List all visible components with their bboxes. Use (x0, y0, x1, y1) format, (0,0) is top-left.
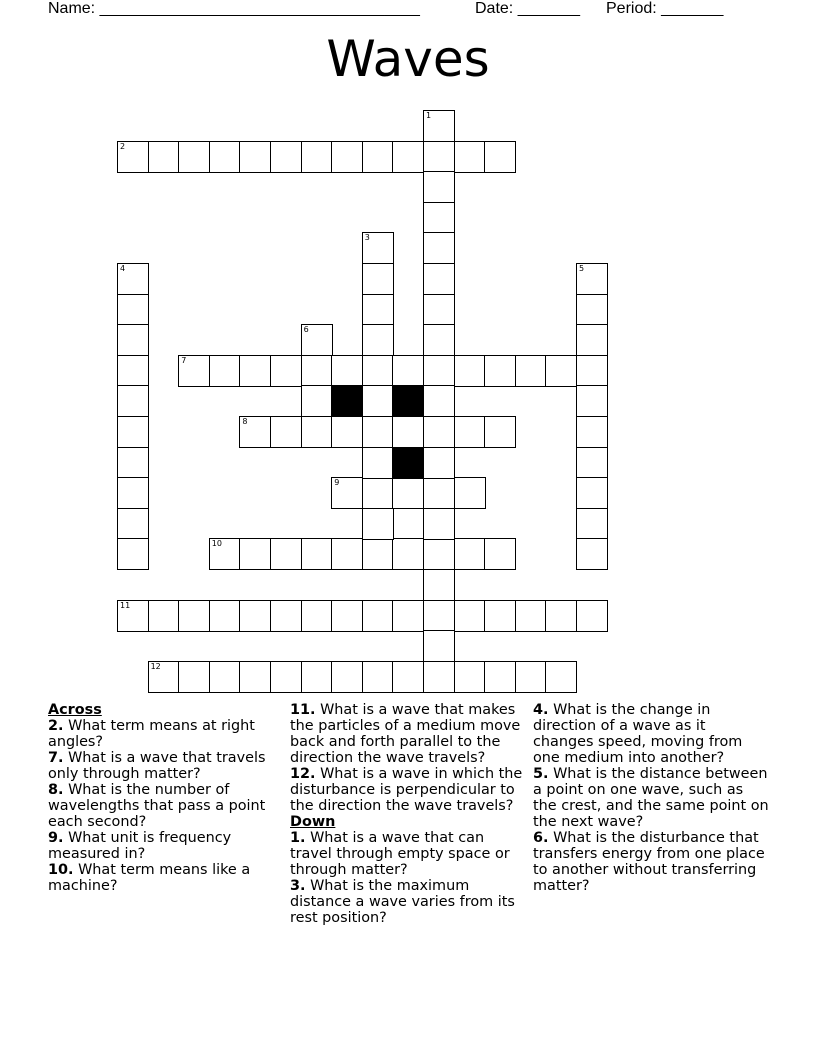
grid-cell[interactable] (545, 355, 577, 387)
grid-cell[interactable] (209, 600, 241, 632)
grid-cell[interactable] (484, 416, 516, 448)
grid-cell[interactable] (576, 263, 608, 295)
grid-cell[interactable] (576, 385, 608, 417)
grid-cell[interactable] (392, 416, 424, 448)
grid-cell[interactable] (209, 141, 241, 173)
grid-cell[interactable] (362, 508, 394, 540)
grid-cell[interactable] (576, 416, 608, 448)
clues-col-3 (533, 702, 769, 894)
clues-col-2 (290, 702, 526, 926)
grid-cell[interactable] (301, 661, 333, 693)
grid-cell[interactable] (239, 538, 271, 570)
grid-cell[interactable] (117, 385, 149, 417)
grid-cell[interactable] (423, 171, 455, 203)
grid-cell[interactable] (362, 477, 394, 509)
grid-cell[interactable] (576, 508, 608, 540)
grid-cell[interactable] (301, 355, 333, 387)
grid-cell[interactable] (515, 600, 547, 632)
grid-cell[interactable] (423, 538, 455, 570)
grid-cell[interactable] (454, 600, 486, 632)
clue-down-4: 4. What is the change in direction of a wave as it changes speed, moving from one medium into another? (533, 702, 743, 766)
grid-cell[interactable] (423, 232, 455, 264)
clue-number: 3 (364, 233, 370, 243)
grid-cell[interactable] (454, 416, 486, 448)
grid-cell[interactable] (423, 447, 455, 479)
grid-cell[interactable] (148, 141, 180, 173)
grid-cell[interactable] (117, 416, 149, 448)
clue-number: 6 (303, 325, 309, 335)
grid-cell[interactable] (362, 294, 394, 326)
grid-cell[interactable] (423, 569, 455, 601)
clue-number: 1 (426, 111, 432, 120)
grid-cell[interactable] (362, 416, 394, 448)
grid-cell[interactable] (117, 538, 149, 570)
grid-cell[interactable] (362, 141, 394, 173)
clue-down-6: 6. What is the disturbance that transfers energy from one place to another without transferring matter? (533, 830, 765, 894)
grid-cell[interactable] (392, 355, 424, 387)
grid-cell[interactable] (178, 600, 210, 632)
grid-cell[interactable] (515, 355, 547, 387)
grid-cell[interactable] (209, 355, 241, 387)
clue-down-1: 1. What is a wave that can travel through empty space or through matter? (290, 830, 510, 878)
grid-cell[interactable] (301, 416, 333, 448)
grid-cell[interactable] (423, 508, 455, 540)
grid-cell[interactable] (423, 141, 455, 173)
date-field[interactable]: Date: _______ (475, 0, 580, 17)
grid-cell[interactable] (117, 355, 149, 387)
grid-cell[interactable] (423, 263, 455, 295)
grid-cell[interactable] (454, 141, 486, 173)
period-field[interactable]: Period: _______ (606, 0, 724, 17)
grid-cell[interactable] (239, 600, 271, 632)
grid-cell[interactable] (423, 600, 455, 632)
grid-cell[interactable] (362, 600, 394, 632)
clue-number: 12 (150, 661, 161, 671)
grid-cell[interactable] (117, 263, 149, 295)
grid-cell[interactable] (331, 416, 363, 448)
grid-cell[interactable] (484, 355, 516, 387)
grid-cell[interactable] (239, 661, 271, 693)
grid-cell[interactable] (148, 661, 180, 693)
clue-number: 4 (120, 264, 126, 273)
grid-cell[interactable] (239, 416, 271, 448)
clue-number: 10 (211, 539, 222, 549)
grid-cell[interactable] (576, 538, 608, 570)
grid-cell[interactable] (423, 661, 455, 693)
grid-cell[interactable] (301, 324, 333, 356)
grid-cell[interactable] (576, 355, 608, 387)
grid-cell[interactable] (362, 232, 394, 264)
grid-cell[interactable] (362, 385, 394, 417)
grid-cell[interactable] (545, 661, 577, 693)
grid-cell[interactable] (576, 447, 608, 479)
grid-cell[interactable] (423, 416, 455, 448)
grid-cell[interactable] (392, 141, 424, 173)
grid-cell[interactable] (117, 324, 149, 356)
grid-cell[interactable] (301, 385, 333, 417)
grid-cell[interactable] (423, 110, 455, 142)
grid-cell[interactable] (576, 324, 608, 356)
grid-cell[interactable] (454, 661, 486, 693)
grid-cell[interactable] (148, 600, 180, 632)
grid-cell[interactable] (239, 355, 271, 387)
grid-cell[interactable] (362, 355, 394, 387)
black-cell (392, 385, 424, 417)
clue-number: 8 (242, 417, 248, 426)
grid-cell[interactable] (301, 141, 333, 173)
grid-cell[interactable] (270, 661, 302, 693)
grid-cell[interactable] (392, 661, 424, 693)
grid-cell[interactable] (362, 263, 394, 295)
grid-cell[interactable] (178, 661, 210, 693)
grid-cell[interactable] (484, 538, 516, 570)
clue-number: 9 (334, 478, 340, 488)
grid-cell[interactable] (331, 661, 363, 693)
grid-cell[interactable] (117, 477, 149, 509)
grid-cell[interactable] (423, 202, 455, 234)
grid-cell[interactable] (362, 661, 394, 693)
grid-cell[interactable] (576, 477, 608, 509)
grid-cell[interactable] (362, 538, 394, 570)
clue-across-10: 10. What term means like a machine? (48, 862, 251, 894)
grid-cell[interactable] (331, 538, 363, 570)
down-heading: Down (290, 814, 336, 830)
grid-cell[interactable] (178, 355, 210, 387)
clue-across-11: 11. What is a wave that makes the particles of a medium move back and forth parallel to the direction the wave travels? (290, 702, 521, 766)
grid-cell[interactable] (362, 447, 394, 479)
grid-cell[interactable] (301, 538, 333, 570)
grid-cell[interactable] (515, 661, 547, 693)
grid-cell[interactable] (209, 661, 241, 693)
grid-cell[interactable] (362, 324, 394, 356)
grid-cell[interactable] (117, 508, 149, 540)
grid-cell[interactable] (576, 600, 608, 632)
clue-down-5: 5. What is the distance between a point on one wave, such as the crest, and the same point on the next wave? (533, 766, 769, 830)
grid-cell[interactable] (484, 600, 516, 632)
grid-cell[interactable] (117, 600, 149, 632)
grid-cell[interactable] (117, 141, 149, 173)
clue-number: 2 (120, 141, 126, 151)
grid-cell[interactable] (423, 355, 455, 387)
grid-cell[interactable] (331, 141, 363, 173)
grid-cell[interactable] (270, 600, 302, 632)
grid-cell[interactable] (331, 600, 363, 632)
grid-cell[interactable] (423, 324, 455, 356)
grid-cell[interactable] (423, 477, 455, 509)
grid-cell[interactable] (301, 600, 333, 632)
grid-cell[interactable] (209, 538, 241, 570)
name-field[interactable]: Name: ____________________________________ (48, 0, 420, 17)
grid-cell[interactable] (392, 477, 424, 509)
black-cell (392, 447, 424, 479)
grid-cell[interactable] (484, 661, 516, 693)
grid-cell[interactable] (270, 355, 302, 387)
grid-cell[interactable] (178, 141, 210, 173)
grid-cell[interactable] (270, 141, 302, 173)
clue-across-8: 8. What is the number of wavelengths that pass a point each second? (48, 782, 266, 830)
grid-cell[interactable] (576, 294, 608, 326)
clue-number: 5 (579, 264, 585, 273)
grid-cell[interactable] (423, 294, 455, 326)
across-heading: Across (48, 702, 102, 718)
grid-cell[interactable] (423, 630, 455, 662)
grid-cell[interactable] (454, 538, 486, 570)
clue-across-7: 7. What is a wave that travels only through matter? (48, 750, 266, 782)
grid-cell[interactable] (545, 600, 577, 632)
black-cell (331, 385, 363, 417)
clue-across-9: 9. What unit is frequency measured in? (48, 830, 232, 862)
page-title: Waves (326, 30, 490, 88)
grid-cell[interactable] (484, 141, 516, 173)
grid-cell[interactable] (331, 477, 363, 509)
grid-cell[interactable] (270, 416, 302, 448)
clue-down-3: 3. What is the maximum distance a wave varies from its rest position? (290, 878, 515, 926)
grid-cell[interactable] (117, 447, 149, 479)
grid-cell[interactable] (117, 294, 149, 326)
grid-cell[interactable] (270, 538, 302, 570)
clue-across-12: 12. What is a wave in which the disturbance is perpendicular to the direction the wave travels? (290, 766, 523, 814)
grid-cell[interactable] (392, 538, 424, 570)
grid-cell[interactable] (423, 385, 455, 417)
grid-cell[interactable] (454, 477, 486, 509)
grid-cell[interactable] (331, 355, 363, 387)
clue-across-2: 2. What term means at right angles? (48, 718, 255, 750)
clue-number: 7 (181, 355, 187, 365)
clues-col-1 (48, 702, 284, 894)
clue-number: 11 (120, 600, 131, 610)
grid-cell[interactable] (454, 355, 486, 387)
grid-cell[interactable] (392, 600, 424, 632)
grid-cell[interactable] (239, 141, 271, 173)
